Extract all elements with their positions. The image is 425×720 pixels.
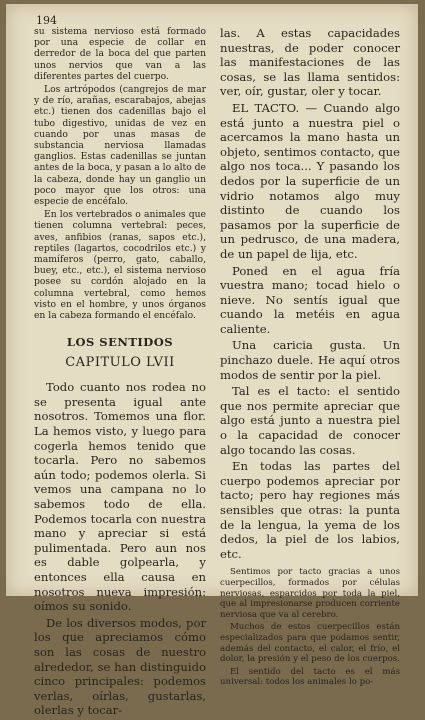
note-paragraph: El sentido del tacto es el más universal: todos los animales lo po- bbox=[220, 666, 400, 688]
tact-section bbox=[220, 26, 400, 561]
chapter-title: CAPITULO LVII bbox=[65, 355, 175, 371]
note-paragraph: Sentimos por tacto gracias a unos cuerpecillos, formados por células nerviosas, esparcidos por toda la piel, que al impresionarse producen corriente nerviosa que va al cerebro. bbox=[220, 567, 400, 620]
chapter-body bbox=[34, 380, 206, 718]
right-column bbox=[220, 26, 400, 690]
body-paragraph: las. A estas capacidades nuestras, de poder conocer las manifestaciones de las cosas, se las llama sentidos: ver, oír, gustar, oler y tocar. bbox=[220, 26, 400, 99]
body-paragraph: Una caricia gusta. Un pinchazo duele. He aquí otros modos de sentir por la piel. bbox=[220, 338, 400, 382]
section-title: LOS SENTIDOS bbox=[66, 335, 174, 350]
note-paragraph: Muchos de estos cuerpecillos están especializados para que podamos sentir, además del contacto, el calor, el frío, el dolor, la presión y el peso de los cuerpos. bbox=[220, 622, 400, 665]
nervous-system-notes bbox=[34, 26, 206, 321]
body-paragraph: Todo cuanto nos rodea no se presenta igual ante nosotros. Tomemos una flor. La hemos visto, y luego para cogerla hemos tenido que tocarla. Pero no sabemos aún todo; podemos olerla. Si vemos una campana no lo sabemos todo de ella. Podemos tocarla con nuestra mano y apreciar si está pulimentada. Pero aun nos es dable golpearla, y entonces ella causa en nosotros nueva impresión: oímos su sonido. bbox=[34, 380, 206, 614]
body-paragraph: Poned en el agua fría vuestra mano; tocad hielo o nieve. No sentís igual que cuando la metéis en agua caliente. bbox=[220, 263, 400, 336]
page-number: 194 bbox=[36, 14, 57, 27]
left-column bbox=[34, 26, 206, 720]
body-paragraph: De los diversos modos, por los que apreciamos cómo son las cosas de nuestro alrededor, se han distinguido cinco principales: podemos verlas, oírlas, gustarlas, olerlas y tocar- bbox=[34, 615, 206, 718]
body-paragraph: EL TACTO. — Cuando algo está junto a nuestra piel o acercamos la mano hasta un objeto, sentimos contacto, que algo nos toca... Y pasando los dedos por la superficie de un vidrio notamos algo muy distinto de cuando los pasamos por la superficie de un pedrusco, de una madera, de un papel de lija, etc. bbox=[220, 100, 400, 261]
body-paragraph: Tal es el tacto: el sentido que nos permite apreciar que algo está junto a nuestra piel o la capacidad de conocer algo tocando las cosas. bbox=[220, 384, 400, 457]
body-paragraph: En todas las partes del cuerpo podemos apreciar por tacto; pero hay regiones más sensibles que otras: la punta de la lengua, la yema de los dedos, la piel de los labios, etc. bbox=[220, 459, 400, 561]
footnote-block bbox=[220, 567, 400, 688]
small-paragraph: En los vertebrados o animales que tienen columna vertebral: peces, aves, anfibios (ranas, sapos etc.), reptiles (lagartos, cocodrilos etc.) y mamíferos (perro, gato, caballo, buey, etc., etc.), el sistema nervioso posee su cordón alojado en la columna vertebral, como hemos visto en el hombre, y unos órganos en la cabeza formando el encéfalo. bbox=[34, 209, 206, 322]
small-paragraph: Los artrópodos (cangrejos de mar y de río, arañas, escarabajos, abejas etc.) tienen dos cadenillas bajo el tubo digestivo, unidas de vez en cuando por unas masas de substancia nerviosa llamadas ganglios. Estas cadenillas se juntan antes de la boca, y pasan a lo alto de la cabeza, donde hay un ganglio un poco mayor que los otros: una especie de encéfalo. bbox=[34, 84, 206, 208]
book-page bbox=[6, 4, 418, 718]
small-paragraph: su sistema nervioso está formado por una especie de collar en derredor de la boca del que parten unos nervios que van a las diferentes partes del cuerpo. bbox=[34, 26, 206, 82]
